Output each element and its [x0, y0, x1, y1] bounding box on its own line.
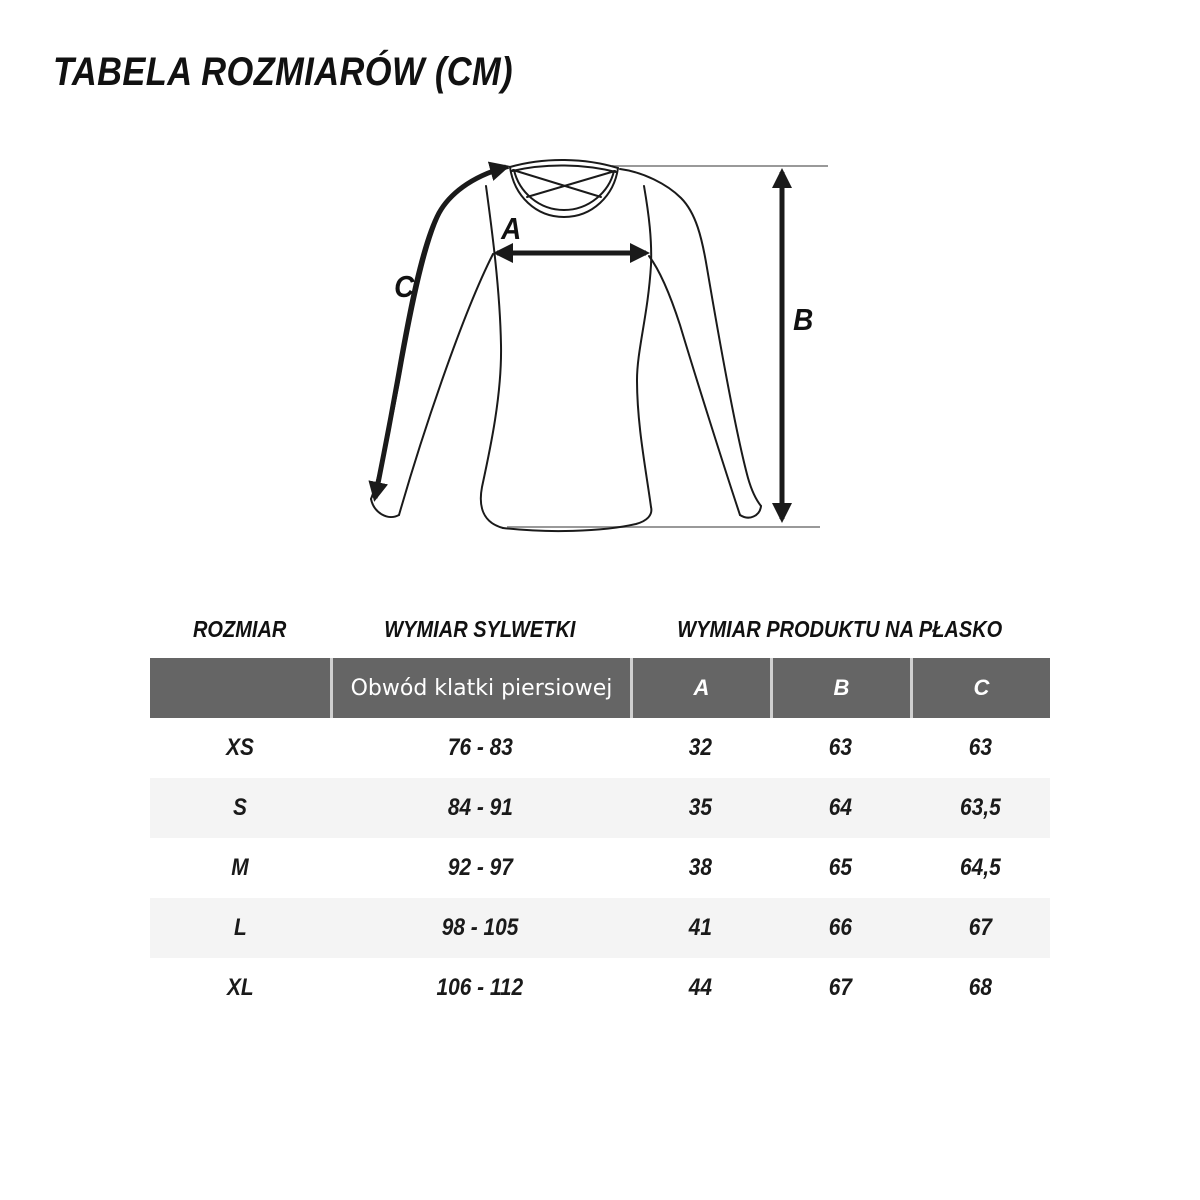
diagram-label-c: C	[394, 269, 415, 304]
header-a-label: A	[693, 675, 710, 700]
header-cell-b	[770, 658, 910, 718]
table-body	[150, 718, 1050, 1018]
shirt-outline	[371, 160, 761, 531]
cell-c	[910, 778, 1050, 838]
table-row-s	[150, 778, 1050, 838]
cell-c	[910, 898, 1050, 958]
torso-right-edge	[637, 186, 651, 507]
b-value: 65	[828, 854, 852, 881]
cell-chest	[330, 778, 630, 838]
b-value: 67	[828, 974, 852, 1001]
cell-size	[150, 718, 330, 778]
sleeve-arrow-c	[375, 167, 506, 498]
c-value: 68	[968, 974, 992, 1001]
shirt-measurement-diagram	[350, 140, 850, 560]
chest-value: 106 - 112	[436, 974, 524, 1001]
size-value: XL	[226, 974, 254, 1001]
b-value: 63	[828, 734, 852, 761]
right-sleeve-inner	[649, 256, 740, 515]
a-value: 32	[688, 734, 712, 761]
table-row-l	[150, 898, 1050, 958]
cell-b	[770, 778, 910, 838]
page-title: TABELA ROZMIARÓW (CM)	[53, 50, 513, 94]
a-value: 38	[688, 854, 712, 881]
chest-value: 84 - 91	[447, 794, 513, 821]
cell-c	[910, 838, 1050, 898]
size-value: L	[233, 914, 247, 941]
group-header-body	[330, 616, 630, 643]
c-value: 63	[968, 734, 992, 761]
table-header-row	[150, 658, 1050, 718]
chest-value: 98 - 105	[441, 914, 519, 941]
cell-a	[630, 898, 770, 958]
c-value: 67	[968, 914, 992, 941]
cell-chest	[330, 838, 630, 898]
cell-b	[770, 718, 910, 778]
diagram-label-b: B	[793, 302, 814, 337]
b-value: 64	[828, 794, 852, 821]
group-header-body-label: WYMIAR SYLWETKI	[384, 616, 576, 642]
cell-b	[770, 898, 910, 958]
chest-value: 92 - 97	[447, 854, 513, 881]
group-header-product	[630, 616, 1050, 643]
right-cuff	[740, 506, 761, 518]
size-table	[150, 658, 1050, 1018]
header-cell-chest	[330, 658, 630, 718]
cell-a	[630, 718, 770, 778]
group-header-size	[150, 616, 330, 643]
cell-b	[770, 958, 910, 1018]
header-cell-c	[910, 658, 1050, 718]
cell-c	[910, 958, 1050, 1018]
a-value: 41	[688, 914, 712, 941]
group-header-product-label: WYMIAR PRODUKTU NA PŁASKO	[677, 616, 1003, 642]
cell-size	[150, 778, 330, 838]
header-c-label: C	[973, 675, 990, 700]
collar-back-line	[512, 165, 616, 172]
torso-left-edge	[481, 186, 503, 528]
c-value: 63,5	[959, 794, 1001, 821]
group-header-size-label: ROZMIAR	[193, 616, 287, 642]
size-value: XS	[226, 734, 254, 761]
header-chest-label: Obwód klatki piersiowej	[350, 675, 613, 701]
header-cell-size	[150, 658, 330, 718]
b-value: 66	[828, 914, 852, 941]
cell-chest	[330, 718, 630, 778]
cell-c	[910, 718, 1050, 778]
cell-b	[770, 838, 910, 898]
collar-top-line	[510, 160, 618, 168]
table-row-xl	[150, 958, 1050, 1018]
cell-size	[150, 838, 330, 898]
size-value: M	[231, 854, 249, 881]
header-b-label: B	[833, 675, 850, 700]
table-row-xs	[150, 718, 1050, 778]
size-value: S	[233, 794, 247, 821]
chest-value: 76 - 83	[447, 734, 513, 761]
cell-a	[630, 838, 770, 898]
a-value: 44	[688, 974, 712, 1001]
cell-chest	[330, 898, 630, 958]
cell-size	[150, 958, 330, 1018]
c-value: 64,5	[959, 854, 1001, 881]
left-cuff	[371, 499, 399, 517]
cell-a	[630, 958, 770, 1018]
a-value: 35	[688, 794, 712, 821]
diagram-label-a: A	[501, 211, 522, 246]
header-cell-a	[630, 658, 770, 718]
cell-size	[150, 898, 330, 958]
cell-a	[630, 778, 770, 838]
table-row-m	[150, 838, 1050, 898]
cell-chest	[330, 958, 630, 1018]
left-sleeve-outer	[371, 168, 508, 499]
